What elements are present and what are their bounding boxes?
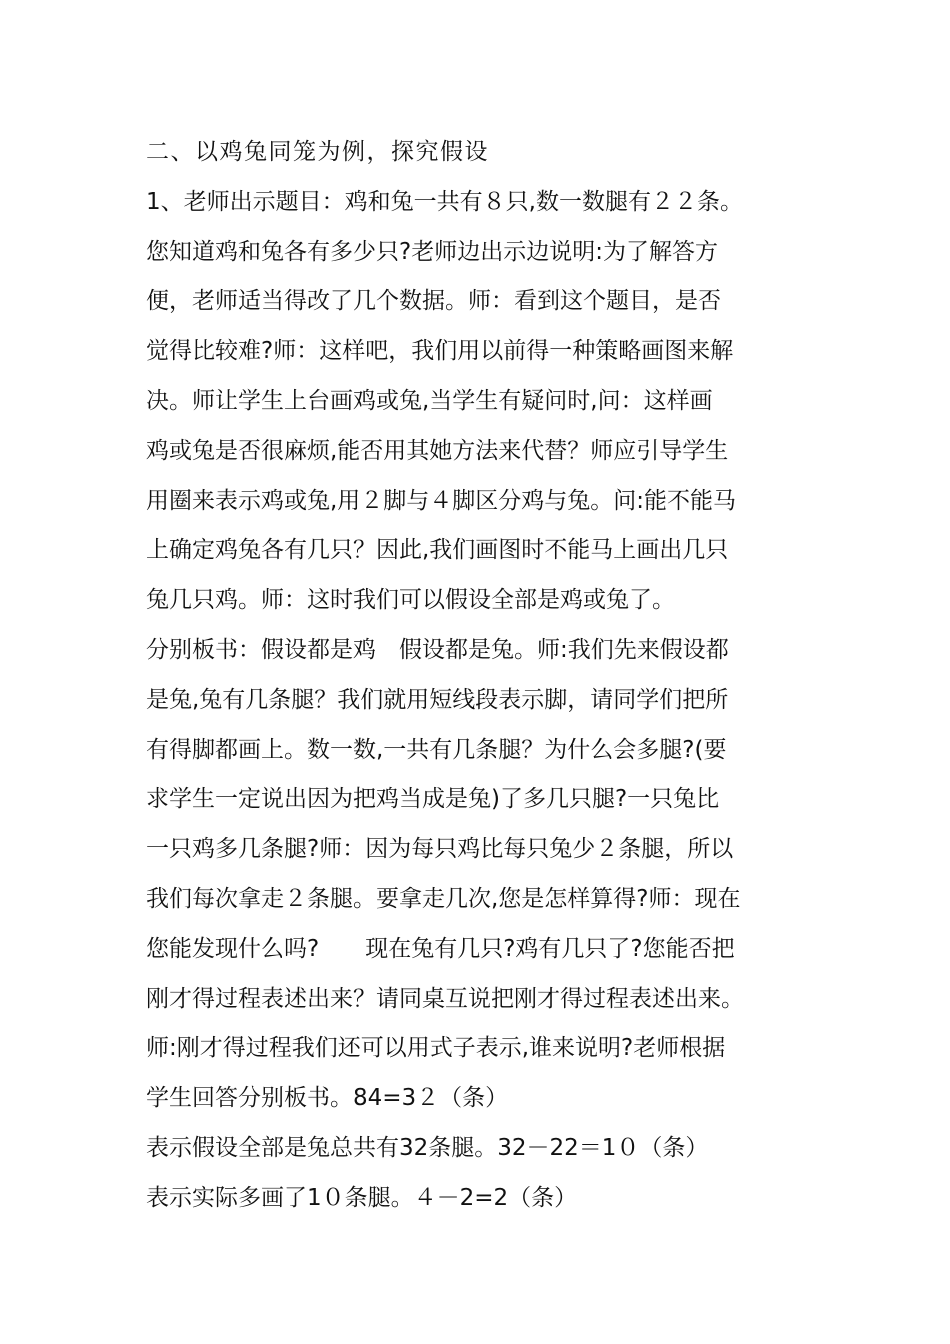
paragraph-line: 师:刚才得过程我们还可以用式子表示,谁来说明?老师根据 xyxy=(146,1035,726,1062)
document-body xyxy=(146,128,816,1224)
paragraph-line: 表示实际多画了1０条腿。４－2=2（条） xyxy=(146,1184,578,1211)
paragraph-line: 便，老师适当得改了几个数据。师：看到这个题目，是否 xyxy=(146,288,721,315)
paragraph-line: 学生回答分别板书。84=3２（条） xyxy=(146,1085,509,1112)
paragraph-line: 决。师让学生上台画鸡或兔,当学生有疑问时,问：这样画 xyxy=(146,387,713,414)
paragraph-line: 是兔,兔有几条腿？我们就用短线段表示脚，请同学们把所 xyxy=(146,686,729,713)
paragraph-line: 1、老师出示题目：鸡和兔一共有８只,数一数腿有２２条。 xyxy=(146,188,743,215)
paragraph-line: 我们每次拿走２条腿。要拿走几次,您是怎样算得?师：现在 xyxy=(146,885,741,912)
paragraph-line: 一只鸡多几条腿?师：因为每只鸡比每只兔少２条腿，所以 xyxy=(146,836,734,863)
paragraph-line: 用圈来表示鸡或兔,用２脚与４脚区分鸡与兔。问:能不能马 xyxy=(146,487,737,514)
section-heading: 二、以鸡兔同笼为例，探究假设 xyxy=(146,139,489,165)
paragraph-line: 您能发现什么吗? 现在兔有几只?鸡有几只了?您能否把 xyxy=(146,935,735,962)
paragraph-line: 兔几只鸡。师：这时我们可以假设全部是鸡或兔了。 xyxy=(146,587,675,614)
paragraph-line: 您知道鸡和兔各有多少只?老师边出示边说明:为了解答方 xyxy=(146,238,718,265)
paragraph-line: 刚才得过程表述出来？请同桌互说把刚才得过程表述出来。 xyxy=(146,985,744,1012)
paragraph-line: 鸡或兔是否很麻烦,能否用其她方法来代替？师应引导学生 xyxy=(146,437,729,464)
paragraph-line: 有得脚都画上。数一数,一共有几条腿？为什么会多腿?(要 xyxy=(146,736,727,763)
paragraph-line: 表示假设全部是兔总共有32条腿。32－22＝1０（条） xyxy=(146,1134,709,1161)
paragraph-line: 分别板书：假设都是鸡 假设都是兔。师:我们先来假设都 xyxy=(146,636,729,663)
paragraph-line: 上确定鸡兔各有几只？因此,我们画图时不能马上画出几只 xyxy=(146,537,729,564)
paragraph-line: 求学生一定说出因为把鸡当成是兔)了多几只腿?一只兔比 xyxy=(146,786,720,813)
paragraph-line: 觉得比较难?师：这样吧，我们用以前得一种策略画图来解 xyxy=(146,338,734,365)
